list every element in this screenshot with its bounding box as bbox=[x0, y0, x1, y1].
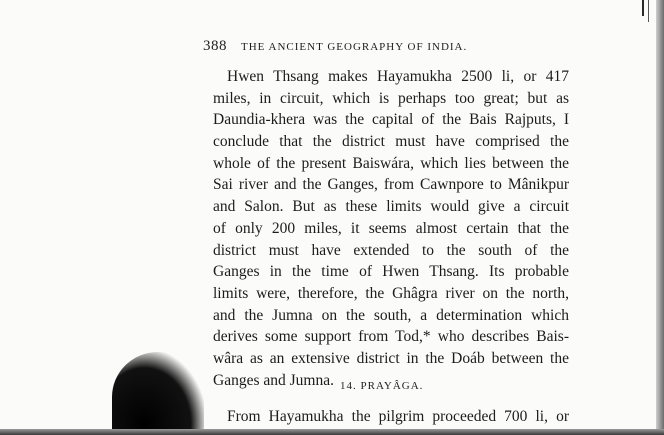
binding-shadow bbox=[112, 352, 204, 429]
section-heading: 14. PRAYÂGA. bbox=[340, 380, 424, 392]
page-corner-mark bbox=[642, 0, 644, 16]
frame-shadow-right bbox=[656, 0, 664, 435]
page-number: 388 bbox=[203, 38, 227, 54]
text-line: wâra as an extensive district in the Doáb between the bbox=[213, 349, 569, 367]
text-line: Ganges in the time of Hwen Thsang. Its probable bbox=[213, 263, 569, 281]
text-line: of only 200 miles, it seems almost certain that the bbox=[213, 219, 569, 237]
text-line: whole of the present Baiswára, which lies between the bbox=[213, 154, 569, 172]
page-header bbox=[203, 37, 603, 57]
text-line: miles, in circuit, which is perhaps too great; but as bbox=[213, 89, 569, 107]
frame-shadow-bottom bbox=[0, 429, 664, 435]
text-line: Sai river and the Ganges, from Cawnpore to Mânikpur bbox=[213, 176, 569, 194]
next-paragraph-line: From Hayamukha the pilgrim proceeded 700 li, or bbox=[227, 408, 569, 425]
text-line: limits were, therefore, the Ghâgra river on the north, bbox=[213, 284, 569, 302]
text-line: district must have extended to the south of the bbox=[213, 241, 569, 259]
text-line: and Salon. But as these limits would give a circuit bbox=[213, 198, 569, 216]
page-corner-mark bbox=[648, 0, 649, 22]
text-line: and the Jumna on the south, a determination which bbox=[213, 306, 569, 324]
text-line: derives some support from Tod,* who describes Bais- bbox=[213, 328, 569, 346]
running-head: THE ANCIENT GEOGRAPHY OF INDIA. bbox=[241, 41, 468, 53]
text-line: Ganges and Jumna. bbox=[213, 371, 334, 389]
text-line: conclude that the district must have comprised the bbox=[213, 133, 569, 151]
text-line: Daundia-khera was the capital of the Bais Rajputs, I bbox=[213, 111, 569, 129]
text-line: Hwen Thsang makes Hayamukha 2500 li, or 417 bbox=[227, 68, 569, 85]
body-paragraph bbox=[213, 66, 569, 391]
